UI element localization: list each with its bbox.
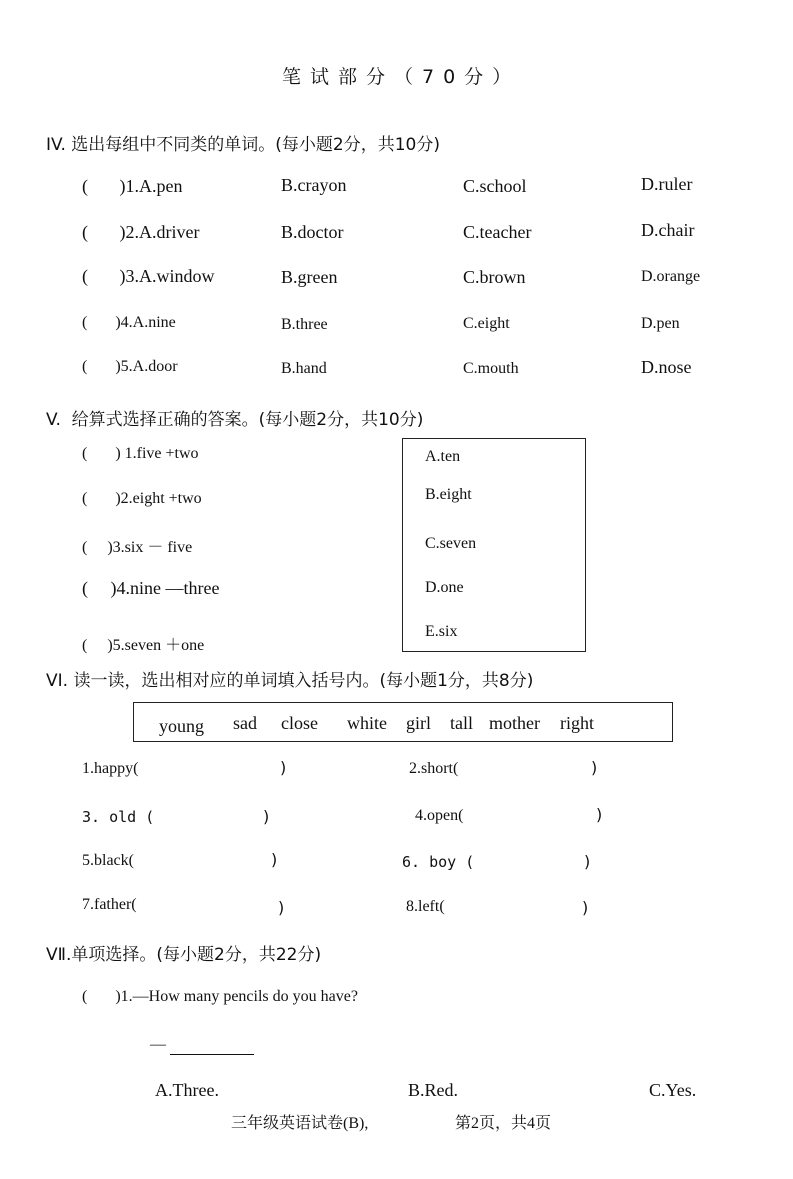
section-5-heading: V. 给算式选择正确的答案。(每小题2分，共10分) bbox=[46, 410, 424, 430]
q4-4-option-c: C.eight bbox=[463, 315, 510, 332]
word-white: white bbox=[347, 713, 387, 733]
q4-1-option-d: D.ruler bbox=[641, 174, 693, 194]
section-6-heading: VI. 读一读，选出相对应的单词填入括号内。(每小题1分，共8分) bbox=[46, 671, 534, 691]
s6-item-3-label: 3. old ( bbox=[82, 808, 155, 826]
s6-item-6-close: ) bbox=[584, 852, 591, 871]
q4-1-option-b: B.crayon bbox=[281, 175, 347, 195]
q4-3-option-b: B.green bbox=[281, 267, 338, 287]
word-sad: sad bbox=[233, 713, 257, 733]
q7-1-answer-blank bbox=[170, 1054, 254, 1055]
section-7-heading: VⅡ.单项选择。(每小题2分，共22分) bbox=[46, 945, 322, 965]
q4-3-stem: ( )3.A.window bbox=[82, 266, 215, 286]
footer-exam-name: 三年级英语试卷(B), bbox=[231, 1115, 369, 1132]
word-right: right bbox=[560, 713, 594, 733]
q4-3-option-c: C.brown bbox=[463, 267, 526, 287]
q4-2-option-b: B.doctor bbox=[281, 222, 344, 242]
q4-5-stem: ( )5.A.door bbox=[82, 358, 178, 375]
q4-4-stem: ( )4.A.nine bbox=[82, 314, 176, 331]
q4-5-option-d: D.nose bbox=[641, 357, 692, 377]
answer-b: B.eight bbox=[425, 486, 472, 503]
s6-item-1-close: ) bbox=[280, 758, 287, 777]
word-close: close bbox=[281, 713, 318, 733]
q4-3-option-d: D.orange bbox=[641, 268, 701, 285]
word-mother: mother bbox=[489, 713, 540, 733]
q4-4-option-d: D.pen bbox=[641, 315, 680, 332]
s6-item-1-label: 1.happy( bbox=[82, 760, 139, 777]
word-tall: tall bbox=[450, 713, 473, 733]
q4-4-option-b: B.three bbox=[281, 316, 328, 333]
s6-item-5-label: 5.black( bbox=[82, 852, 134, 869]
q5-2: ( )2.eight +two bbox=[82, 490, 202, 507]
answer-e: E.six bbox=[425, 623, 458, 640]
s6-item-3-close: ) bbox=[263, 807, 270, 826]
s6-item-2-label: 2.short( bbox=[409, 760, 459, 777]
q5-1: ( ) 1.five +two bbox=[82, 445, 199, 462]
q7-1-option-c: C.Yes. bbox=[649, 1080, 697, 1100]
q4-2-option-d: D.chair bbox=[641, 220, 695, 240]
word-girl: girl bbox=[406, 713, 431, 733]
q7-1-dash: — bbox=[150, 1036, 166, 1053]
s6-item-8-label: 8.left( bbox=[406, 898, 445, 915]
q5-5: ( )5.seven ＋one bbox=[82, 637, 205, 654]
q4-5-option-b: B.hand bbox=[281, 360, 327, 377]
q7-1-option-a: A.Three. bbox=[155, 1080, 219, 1100]
q4-2-option-c: C.teacher bbox=[463, 222, 532, 242]
q7-1-stem: ( )1.—How many pencils do you have? bbox=[82, 988, 358, 1005]
s6-item-7-close: ) bbox=[278, 898, 285, 917]
q4-1-option-c: C.school bbox=[463, 176, 527, 196]
answer-c: C.seven bbox=[425, 535, 477, 552]
word-young: young bbox=[159, 716, 204, 736]
q5-4: ( )4.nine —three bbox=[82, 578, 220, 598]
q4-2-stem: ( )2.A.driver bbox=[82, 222, 200, 242]
q4-5-option-c: C.mouth bbox=[463, 360, 519, 377]
q5-3: ( )3.six － five bbox=[82, 539, 193, 556]
q4-1-stem: ( )1.A.pen bbox=[82, 176, 183, 196]
answer-a: A.ten bbox=[425, 448, 461, 465]
page-title: 笔试部分（70分） bbox=[282, 66, 521, 88]
s6-item-7-label: 7.father( bbox=[82, 896, 137, 913]
s6-item-8-close: ) bbox=[582, 898, 589, 917]
s6-item-4-close: ) bbox=[596, 805, 603, 824]
section-4-heading: IV. 选出每组中不同类的单词。(每小题2分，共10分) bbox=[46, 135, 440, 155]
s6-item-6-label: 6. boy ( bbox=[402, 853, 475, 871]
s6-item-4-label: 4.open( bbox=[415, 807, 464, 824]
answer-d: D.one bbox=[425, 579, 464, 596]
s6-item-5-close: ) bbox=[271, 850, 278, 869]
q7-1-option-b: B.Red. bbox=[408, 1080, 459, 1100]
footer-page-number: 第2页，共4页 bbox=[455, 1115, 552, 1132]
s6-item-2-close: ) bbox=[591, 758, 598, 777]
